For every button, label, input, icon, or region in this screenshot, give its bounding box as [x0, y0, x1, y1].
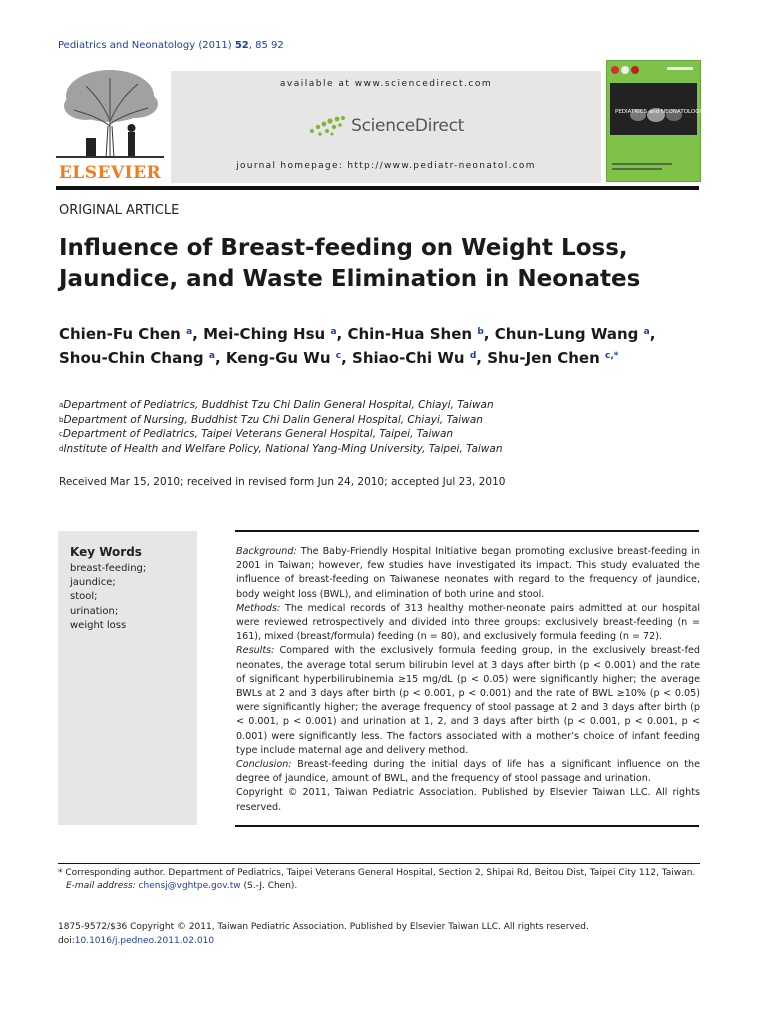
- abstract-top-rule: [235, 530, 699, 532]
- affiliation-item: [59, 427, 699, 442]
- affiliation-text: Department of Nursing, Buddhist Tzu Chi Dalin General Hospital, Chiayi, Taiwan: [63, 413, 483, 426]
- author-affiliation-marker[interactable]: a: [330, 327, 337, 337]
- abstract-section-text: The medical records of 313 healthy mother-neonate pairs admitted at our hospital were reviewed retrospectively and divided into three groups: exclusively breast-feeding (n = 161), mixed (breast/formula) feeding (n = 80), and exclusively formula feeding (n = 72).: [236, 602, 700, 643]
- author-name[interactable]: Keng-Gu Wu: [225, 349, 331, 367]
- author-line: Chien-Fu Chen $^a$, Mei-Ching Hsu $^a$, Chin-Hua Shen $^b$, Chun-Lung Wang $^a$,: [59, 325, 656, 343]
- abstract-section-label: Methods:: [236, 602, 281, 614]
- title-line: Jaundice, and Waste Elimination in Neonates: [59, 266, 641, 292]
- journal-name: Pediatrics and Neonatology (2011): [58, 40, 232, 51]
- affiliation-key: a: [59, 401, 64, 409]
- abstract: [236, 545, 700, 815]
- journal-citation: Pediatrics and Neonatology (2011) 52, 85 92: [58, 40, 284, 51]
- sciencedirect-wordmark: ScienceDirect: [351, 116, 464, 136]
- author-name[interactable]: Chin-Hua Shen: [347, 325, 473, 343]
- article-type: ORIGINAL ARTICLE: [59, 203, 180, 218]
- keywords-box: [58, 531, 197, 825]
- abstract-copyright: Copyright © 2011, Taiwan Pediatric Association. Published by Elsevier Taiwan LLC. All rights reserved.: [236, 787, 700, 813]
- journal-pages: 85 92: [255, 40, 284, 51]
- author-line: Shou-Chin Chang $^a$, Keng-Gu Wu $^c$, Shiao-Chi Wu $^d$, Shu-Jen Chen $^{c,*}$: [59, 349, 619, 367]
- issn-copyright-block: [58, 921, 700, 948]
- keyword-item: jaundice;: [70, 577, 116, 589]
- abstract-background: [236, 545, 700, 602]
- elsevier-wordmark: ELSEVIER: [58, 163, 162, 183]
- author-name[interactable]: Mei-Ching Hsu: [203, 325, 326, 343]
- received-dates: Received Mar 15, 2010; received in revised form Jun 24, 2010; accepted Jul 23, 2010: [59, 476, 506, 488]
- affiliation-text: Institute of Health and Welfare Policy, National Yang-Ming University, Taipei, Taiwan: [63, 442, 503, 455]
- email-link[interactable]: chensj@vghtpe.gov.tw: [138, 881, 241, 891]
- title-line: Influence of Breast-feeding on Weight Loss,: [59, 235, 628, 261]
- author-affiliation-marker[interactable]: c,*: [605, 351, 619, 361]
- cover-title-band: [610, 83, 703, 135]
- abstract-bottom-rule: [235, 825, 699, 827]
- author-affiliation-marker[interactable]: a: [208, 351, 215, 361]
- author-name[interactable]: Shiao-Chi Wu: [352, 349, 465, 367]
- elsevier-logo: [56, 66, 164, 186]
- keyword-item: urination;: [70, 605, 119, 617]
- keywords-heading: Key Words: [70, 545, 142, 559]
- author-name[interactable]: Shu-Jen Chen: [487, 349, 600, 367]
- email-label: E-mail address:: [66, 881, 136, 891]
- affiliation-list: [59, 398, 699, 456]
- email-line: [58, 880, 700, 893]
- author-affiliation-marker[interactable]: a: [186, 327, 193, 337]
- doi-link[interactable]: 10.1016/j.pedneo.2011.02.010: [74, 935, 215, 946]
- author-name[interactable]: Shou-Chin Chang: [59, 349, 204, 367]
- affiliation-item: [59, 413, 699, 428]
- cover-title: PEDIATRICS and NEONATOLOGY: [615, 109, 703, 115]
- doi-line: [58, 935, 700, 949]
- sciencedirect-banner: [171, 71, 601, 183]
- abstract-section-text: Compared with the exclusively formula feeding group, in the exclusively breast-fed neonates, the average total serum bilirubin level at 3 days after birth (p < 0.001) and the rate of significant hyperbilirubinemia ≥15 mg/dL (p < 0.05) were significantly higher; the average BWLs at 2 and 3 days after birth (p < 0.001, p < 0.001) and the rate of BWL ≥10% (p < 0.05) were significantly higher; the average frequency of stool passage at 2 and 3 days after birth (p < 0.001, p < 0.001) and urination at 1, 2, and 3 days after birth (p < 0.001, p < 0.001, p < 0.001) were significantly less. The factors associated with a mother’s choice of infant feeding type include maternal age and delivery method.: [236, 645, 700, 756]
- abstract-methods: [236, 602, 700, 645]
- abstract-results: [236, 644, 700, 758]
- available-at-text[interactable]: available at www.sciencedirect.com: [279, 79, 493, 89]
- doi-prefix: doi:: [58, 935, 75, 946]
- journal-cover-thumbnail: [606, 60, 701, 182]
- abstract-section-text: The Baby-Friendly Hospital Initiative began promoting exclusive breast-feeding in 2001 in Taiwan; however, few studies have investigated its impact. This study evaluated the influence of breast-feeding on Taiwanese neonates with regard to the frequency of jaundice, body weight loss (BWL), and elimination of both urine and stool.: [236, 546, 700, 600]
- abstract-conclusion: [236, 758, 700, 786]
- keywords-list: [70, 562, 146, 633]
- author-list: [59, 322, 699, 370]
- elsevier-tree-icon: [56, 66, 164, 162]
- keyword-item: weight loss: [70, 619, 127, 631]
- masthead-rule: [56, 186, 699, 190]
- abstract-section-text: Breast-feeding during the initial days of life has a significant influence on the degree of jaundice, amount of BWL, and the frequency of stool passage and urination.: [236, 759, 700, 785]
- footnote: [58, 867, 700, 893]
- affiliation-key: d: [59, 444, 64, 453]
- article-title: [59, 233, 699, 295]
- affiliation-item: [59, 398, 699, 413]
- author-affiliation-marker[interactable]: c: [335, 351, 342, 361]
- author-affiliation-marker[interactable]: b: [477, 327, 484, 337]
- email-suffix: (S.-J. Chen).: [240, 881, 298, 891]
- affiliation-item: [59, 442, 699, 457]
- author-affiliation-marker[interactable]: a: [643, 327, 650, 337]
- abstract-section-label: Background:: [236, 546, 297, 557]
- affiliation-text: Department of Pediatrics, Taipei Veterans General Hospital, Taipei, Taiwan: [62, 428, 454, 440]
- journal-volume: 52: [234, 40, 249, 51]
- sciencedirect-dots-icon: [308, 115, 346, 137]
- cover-footer-lines: [607, 159, 700, 179]
- corresponding-author-note: * Corresponding author. Department of Pediatrics, Taipei Veterans General Hospital, Section 2, Shipai Rd, Beitou Dist, Taipei City 112, Taiwan.: [58, 868, 696, 878]
- footnote-rule: [58, 863, 700, 864]
- journal-homepage-text[interactable]: journal homepage: http://www.pediatr-neonatol.com: [236, 161, 536, 171]
- affiliation-key: c: [59, 430, 63, 438]
- affiliation-text: Department of Pediatrics, Buddhist Tzu Chi Dalin General Hospital, Chiayi, Taiwan: [63, 399, 494, 411]
- issn-line: 1875-9572/$36 Copyright © 2011, Taiwan Pediatric Association. Published by Elsevier Taiwan LLC. All rights reserved.: [58, 922, 589, 932]
- sciencedirect-logo[interactable]: [171, 115, 601, 137]
- keyword-item: breast-feeding;: [70, 563, 147, 574]
- keyword-item: stool;: [70, 591, 98, 603]
- author-affiliation-marker[interactable]: d: [469, 351, 477, 361]
- affiliation-key: b: [59, 415, 64, 424]
- cover-header-icons: [607, 61, 700, 81]
- author-name[interactable]: Chun-Lung Wang: [494, 325, 639, 343]
- abstract-section-label: Results:: [236, 645, 275, 657]
- abstract-section-label: Conclusion:: [236, 759, 292, 771]
- author-name[interactable]: Chien-Fu Chen: [59, 325, 181, 343]
